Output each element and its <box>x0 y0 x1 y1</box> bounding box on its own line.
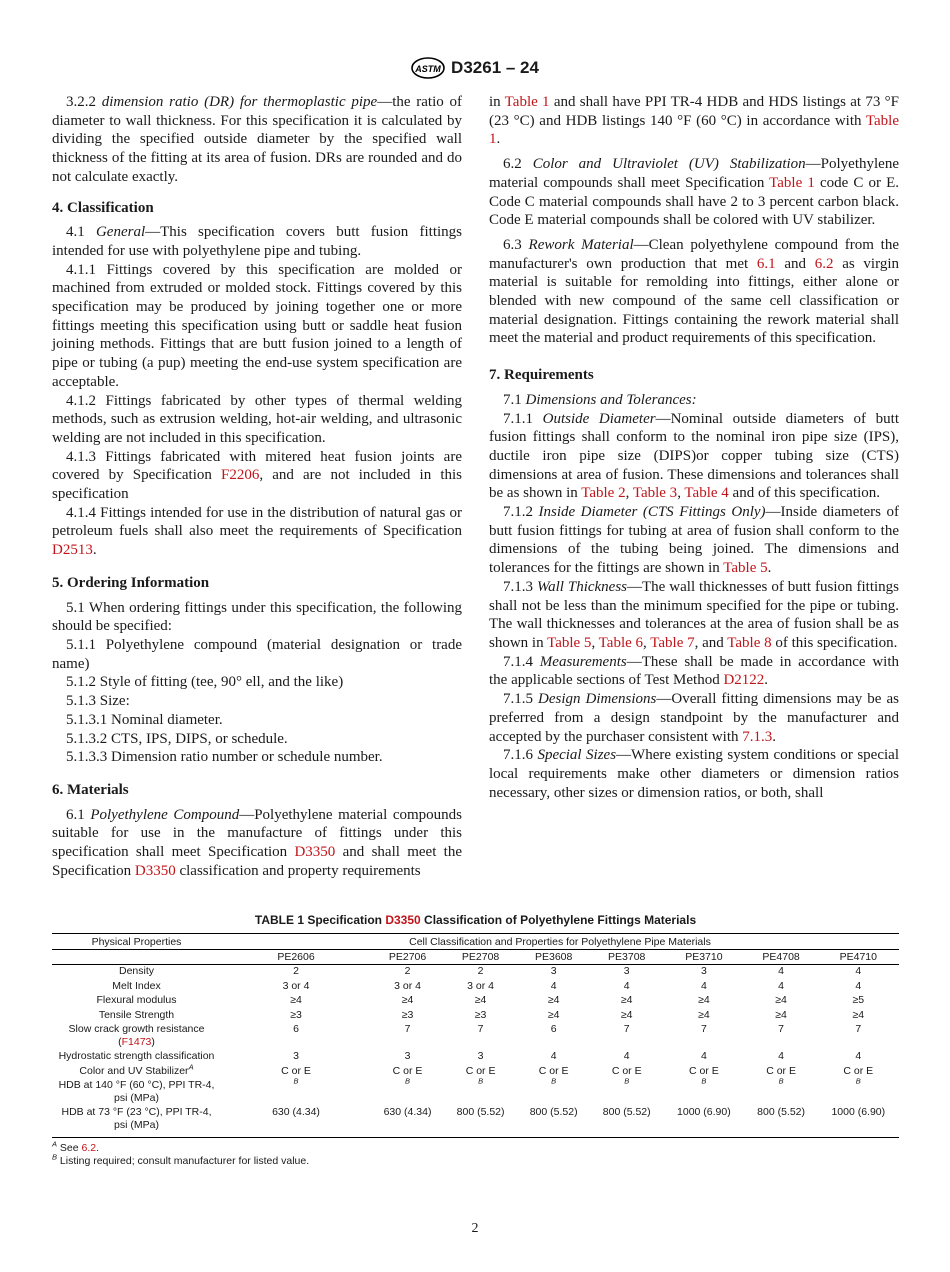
table-cell: ≥3 <box>474 1008 487 1021</box>
para-5-1-1: 5.1.1 Polyethylene compound (material designation or trade name) <box>52 636 462 672</box>
para-6-2: 6.2 Color and Ultraviolet (UV) Stabilization—Polyethylene material compounds shall meet Specification Table 1 code C or E. Code C material compounds shall have 2 to 3 percent carbon black. Code E material compounds shall be colored with UV stabilizer. <box>489 156 899 229</box>
para-6-3: 6.3 Rework Material—Clean polyethylene compound from the manufacturer's own production that met 6.1 and 6.2 as virgin material is suitable for remolding into fittings, either alone or blended with new compound of the same cell classification or material designation. Fittings containing the rework material shall meet the material and product requirements of this specification. <box>489 236 899 347</box>
link-f2206[interactable]: F2206 <box>221 467 260 484</box>
grade-header: PE3710 <box>663 949 744 965</box>
para-6-1: 6.1 Polyethylene Compound—Polyethylene material compounds suitable for use in the manufacture of fittings under this specification shall meet Specification D3350 and shall meet the Specification D3350 classification and property requirements <box>52 806 463 879</box>
table-cell: 4 <box>623 979 630 992</box>
table-cell: ≥3 <box>290 1008 302 1021</box>
table-cell: B <box>405 1076 411 1086</box>
page-number: 2 <box>471 1221 479 1236</box>
para-7-1-2: 7.1.2 Inside Diameter (CTS Fittings Only)—Inside diameters of butt fusion fittings for tubing at area of fusion shall conform to the dimensions of the tubing being joined. The dimensions and tolerances for the fittings are shown in Table 5. <box>489 504 900 577</box>
table-cell: 7 <box>778 1023 784 1035</box>
link-table-1[interactable]: Table 1 <box>489 112 899 148</box>
table-cell: 6 <box>550 1023 557 1035</box>
table-cell: 4 <box>700 1050 707 1062</box>
page-header <box>0 57 950 81</box>
table-cell: 3 <box>550 965 557 977</box>
table-cell: 800 (5.52) <box>444 1106 517 1138</box>
table-cell: ≥4 <box>474 994 487 1006</box>
astm-logo-text: ASTM <box>415 64 441 74</box>
para-7-1-6: 7.1.6 Special Sizes—Where existing system conditions or special local requirements make other diameters or dimension ratios necessary, other sizes or dimension ratios, or both, shall <box>489 747 899 801</box>
link-table-4[interactable]: Table 4 <box>684 485 729 502</box>
table-cell: 4 <box>700 979 707 992</box>
grade-header: PE3608 <box>517 949 590 965</box>
table-cell: B <box>293 1076 299 1086</box>
table-cell: ≥4 <box>698 1008 710 1021</box>
table-cell: ≥4 <box>401 994 414 1006</box>
table-cell: 3 <box>293 1050 299 1062</box>
table-cell: ≥4 <box>852 1008 865 1021</box>
link-d3350[interactable]: D3350 <box>385 913 421 927</box>
table-cell: C or E <box>766 1064 796 1077</box>
table-cell: B <box>624 1076 630 1086</box>
table-cell-property: Hydrostatic strength classification <box>58 1050 215 1062</box>
table-cell: C or E <box>538 1064 569 1077</box>
table-cell: B <box>778 1076 784 1086</box>
grade-header: PE2606 <box>221 949 371 965</box>
table-cell: 630 (4.34) <box>221 1106 371 1138</box>
table-1-grid <box>52 933 899 1138</box>
table-1-caption: TABLE 1 Specification D3350 Classification of Polyethylene Fittings Materials <box>254 913 697 927</box>
table-cell: C or E <box>689 1064 719 1077</box>
table-row <box>52 1106 899 1138</box>
para-4-1-1: 4.1.1 Fittings covered by this specification are molded or machined from extruded or molded stock. Fittings covered by this specification may be produced by joining together one or more fittings meeting this specification using butt or saddle heat fusion joining methods. Fittings that are butt fusion joined to a length of pipe or tubing (a pup) meeting the end-use system specification are acceptable. <box>52 261 462 390</box>
para-7-1: 7.1 Dimensions and Tolerances: <box>503 391 697 408</box>
link-d2122[interactable]: D2122 <box>723 672 765 689</box>
link-6-1[interactable]: 6.1 <box>756 255 776 272</box>
section-7-heading: 7. Requirements <box>489 367 594 384</box>
table-cell: 7 <box>477 1023 484 1035</box>
table-cell: B <box>478 1076 484 1086</box>
table-cell: 800 (5.52) <box>745 1106 818 1138</box>
table-cell: 3 or 4 <box>282 979 310 992</box>
table-cell: 4 <box>855 1050 862 1062</box>
table-row <box>52 1050 899 1065</box>
table-cell: C or E <box>281 1064 311 1077</box>
table-cell: C or E <box>392 1064 423 1077</box>
table-cell: 1000 (6.90) <box>818 1106 899 1138</box>
para-5-1-3-3: 5.1.3.3 Dimension ratio number or schedule number. <box>66 749 383 766</box>
table-cell: 7 <box>623 1023 630 1035</box>
table-row <box>52 994 899 1009</box>
table-cell: ≥4 <box>775 1008 787 1021</box>
link-table-1[interactable]: Table 1 <box>769 174 815 191</box>
para-4-1-3: 4.1.3 Fittings fabricated with mitered heat fusion joints are covered by Specification F2206, and are not included in this specification <box>52 448 462 503</box>
para-5-1-3: 5.1.3 Size: <box>66 693 130 710</box>
table-cell: 800 (5.52) <box>590 1106 663 1138</box>
link-table-5[interactable]: Table 5 <box>723 560 768 577</box>
table-cell: 4 <box>550 1050 557 1062</box>
table-cell-property: Tensile Strength <box>98 1008 175 1021</box>
table-cell: 3 <box>700 965 707 977</box>
section-5-heading: 5. Ordering Information <box>52 574 210 591</box>
table-header-cell-classification: Cell Classification and Properties for Polyethylene Pipe Materials <box>221 934 899 950</box>
table-cell: 4 <box>855 965 862 977</box>
table-footnote-a: $^A$ See 6.2. <box>52 1139 100 1154</box>
table-cell-property: Flexural modulus <box>96 994 177 1006</box>
table-cell: 2 <box>477 965 484 977</box>
link-table-7[interactable]: Table 7 <box>650 634 695 651</box>
para-5-1: 5.1 When ordering fittings under this specification, the following should be specified: <box>52 599 462 635</box>
table-cell: 630 (4.34) <box>371 1106 444 1138</box>
table-cell: 4 <box>778 979 784 992</box>
link-d3350[interactable]: D3350 <box>294 844 336 861</box>
table-cell-property: Density <box>118 965 154 977</box>
para-5-1-2: 5.1.2 Style of fitting (tee, 90° ell, and the like) <box>66 674 344 691</box>
table-row <box>52 965 899 980</box>
para-3-2-2: 3.2.2 dimension ratio (DR) for thermoplastic pipe—the ratio of diameter to wall thickness. For this specification it is calculated by dividing the specified outside diameter by the specified wall thickness of the fitting at its area of fusion. DRs are rounded and do not calculate exactly. <box>52 94 463 185</box>
link-7-1-3[interactable]: 7.1.3 <box>742 728 773 745</box>
table-cell: 6 <box>293 1023 299 1035</box>
link-table-3[interactable]: Table 3 <box>632 485 678 502</box>
table-cell: C or E <box>465 1064 496 1077</box>
table-cell: ≥4 <box>547 994 560 1006</box>
table-1 <box>52 913 899 1168</box>
grade-header: PE4710 <box>818 949 899 965</box>
table-row <box>52 1065 899 1080</box>
section-6-heading: 6. Materials <box>52 781 129 798</box>
link-f1473[interactable]: F1473 <box>121 1035 152 1048</box>
right-column <box>489 93 899 802</box>
grade-header: PE4708 <box>745 949 818 965</box>
table-cell: 1000 (6.90) <box>663 1106 744 1138</box>
table-cell: ≥5 <box>852 994 865 1006</box>
table-cell: 7 <box>404 1023 411 1035</box>
link-d2513[interactable]: D2513 <box>52 542 93 559</box>
table-cell: 3 <box>477 1050 484 1062</box>
para-7-1-3: 7.1.3 Wall Thickness—The wall thicknesses of butt fusion fittings shall not be less than the minimum specified for the pipe or tubing. The wall thicknesses and tolerances at the area of fusion shall be as shown in Table 5, Table 6, Table 7, and Table 8 of this specification. <box>489 578 899 651</box>
table-cell-property: Melt Index <box>112 979 161 992</box>
table-cell: 3 or 4 <box>467 979 495 992</box>
table-cell: ≥3 <box>401 1008 414 1021</box>
table-cell: 800 (5.52) <box>517 1106 590 1138</box>
table-row <box>52 980 899 995</box>
table-cell: B <box>551 1076 557 1086</box>
table-cell-property: HDB at 140 °F (60 °C), PPI TR-4, psi (MPa) <box>58 1079 215 1104</box>
grade-header: PE3708 <box>590 949 663 965</box>
table-cell: C or E <box>843 1064 874 1077</box>
table-cell: 2 <box>293 965 299 977</box>
para-4-1-2: 4.1.2 Fittings fabricated by other types of thermal welding methods, such as extrusion welding, hot-air welding, and ultrasonic welding are not included in this specification. <box>52 392 462 446</box>
table-cell: 3 or 4 <box>394 979 421 992</box>
table-cell: 3 <box>623 965 630 977</box>
table-cell: 4 <box>855 979 862 992</box>
table-row <box>52 1009 899 1024</box>
table-cell: ≥4 <box>547 1008 560 1021</box>
link-6-2[interactable]: 6.2 <box>81 1142 97 1154</box>
para-5-1-3-2: 5.1.3.2 CTS, IPS, DIPS, or schedule. <box>66 730 288 747</box>
table-cell-property: HDB at 73 °F (23 °C), PPI TR-4, psi (MPa) <box>52 1106 221 1138</box>
table-row <box>52 1079 899 1106</box>
table-cell: ≥4 <box>290 994 302 1006</box>
link-d3350[interactable]: D3350 <box>134 862 176 879</box>
para-5-1-3-1: 5.1.3.1 Nominal diameter. <box>66 711 223 728</box>
link-table-5[interactable]: Table 5 <box>547 634 592 651</box>
table-cell: ≥4 <box>775 994 787 1006</box>
table-cell: ≥4 <box>620 994 633 1006</box>
grade-header: PE2706 <box>371 949 444 965</box>
para-4-1: 4.1 General—This specification covers butt fusion fittings intended for use with polyethylene pipe and tubing. <box>52 224 462 259</box>
link-table-8[interactable]: Table 8 <box>727 634 772 651</box>
table-cell: ≥4 <box>620 1008 633 1021</box>
para-7-1-1: 7.1.1 Outside Diameter—Nominal outside diameters of butt fusion fittings shall conform to the nominal iron pipe size (IPS), ductile iron pipe size (DIPS)or copper tubing size (CTS) dimensions at area of fusion. These dimensions and tolerances shall be as shown in Table 2, Table 3, Table 4 and of this specification. <box>489 410 899 502</box>
table-cell: 7 <box>855 1023 862 1035</box>
table-cell: B <box>701 1076 707 1086</box>
left-column <box>52 93 462 880</box>
table-cell: 2 <box>404 965 411 977</box>
table-cell: ≥4 <box>698 994 710 1006</box>
link-table-6[interactable]: Table 6 <box>598 634 644 651</box>
table-cell-property: Color and UV Stabilizer$^A$ <box>79 1062 194 1077</box>
astm-logo <box>411 57 445 79</box>
link-6-2[interactable]: 6.2 <box>814 255 834 272</box>
document-id: D3261 – 24 <box>451 58 539 77</box>
table-cell: 4 <box>550 979 557 992</box>
table-cell-property: Slow crack growth resistance (F1473) <box>68 1023 205 1048</box>
para-7-1-4: 7.1.4 Measurements—These shall be made in accordance with the applicable sections of Test Method D2122. <box>489 653 900 689</box>
table-header-properties: Physical Properties <box>52 934 221 950</box>
table-cell: 4 <box>778 965 784 977</box>
table-cell: 7 <box>700 1023 707 1035</box>
para-7-1-5: 7.1.5 Design Dimensions—Overall fitting dimensions may be as preferred from a design standpoint by the manufacturer and accepted by the purchaser consistent with 7.1.3. <box>489 691 899 745</box>
para-4-1-4: 4.1.4 Fittings intended for use in the distribution of natural gas or petroleum fuels shall also meet the requirements of Specification D2513. <box>52 504 462 559</box>
table-cell: 4 <box>778 1050 784 1062</box>
table-cell: C or E <box>611 1064 642 1077</box>
table-row <box>52 1023 899 1050</box>
table-cell: 4 <box>623 1050 630 1062</box>
para-6-1-continued: in Table 1 and shall have PPI TR-4 HDB and HDS listings at 73 °F (23 °C) and HDB listings 140 °F (60 °C) in accordance with Table 1. <box>489 94 899 148</box>
table-cell: 3 <box>404 1050 411 1062</box>
table-cell: B <box>855 1076 861 1086</box>
link-table-2[interactable]: Table 2 <box>581 485 626 502</box>
section-4-heading: 4. Classification <box>52 199 154 216</box>
table-grade-header-row <box>52 949 899 965</box>
table-footnote-b: $^B$ Listing required; consult manufacturer for listed value. <box>52 1152 310 1167</box>
link-table-1[interactable]: Table 1 <box>504 94 550 110</box>
grade-header: PE2708 <box>444 949 517 965</box>
